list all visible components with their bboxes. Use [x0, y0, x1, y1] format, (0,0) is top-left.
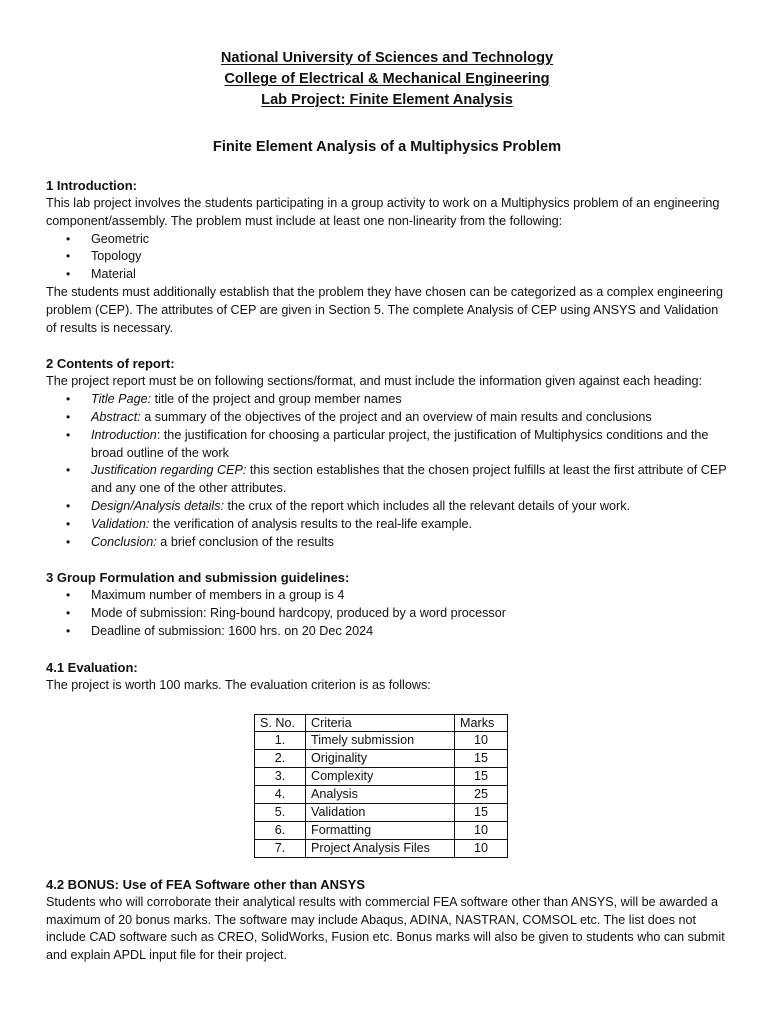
- section-heading: 4.1 Evaluation:: [46, 659, 138, 675]
- evaluation-table: [254, 714, 508, 858]
- table-header-row: [255, 714, 508, 732]
- list-item: • Geometric: [91, 231, 728, 249]
- cell-sno: 5.: [255, 804, 306, 822]
- table-row: [255, 786, 508, 804]
- table-row: [255, 839, 508, 857]
- paragraph: The project is worth 100 marks. The evaluation criterion is as follows:: [46, 677, 431, 692]
- bullet-icon: •: [66, 392, 71, 407]
- bullet-icon: •: [66, 623, 71, 638]
- document-header: [46, 48, 728, 111]
- section-evaluation: [46, 659, 728, 858]
- list-item: • Material: [91, 266, 728, 284]
- list-item: • Design/Analysis details: the crux of the report which includes all the relevant details of your work.: [91, 498, 728, 516]
- list-item: • Validation: the verification of analysis results to the real-life example.: [91, 516, 728, 534]
- section-bonus: [46, 876, 728, 965]
- column-header-marks: Marks: [455, 714, 508, 732]
- paragraph: This lab project involves the students participating in a group activity to work on a Multiphysics problem of an engineering component/assembly. The problem must include at least one non-linearity from the following:: [46, 196, 720, 228]
- list-item: • Conclusion: a brief conclusion of the results: [91, 534, 728, 552]
- section-heading: 2 Contents of report:: [46, 356, 175, 372]
- cell-sno: 3.: [255, 768, 306, 786]
- item-term: Introduction: [91, 427, 157, 442]
- paragraph: The students must additionally establish that the problem they have chosen can be categorized as a complex engineering problem (CEP). The attributes of CEP are given in Section 5. The complete Analysis of CEP using ANSYS and Validation of results is necessary.: [46, 284, 723, 335]
- bullet-icon: •: [66, 534, 71, 549]
- item-term: Conclusion:: [91, 534, 157, 549]
- bullet-icon: •: [66, 231, 71, 246]
- list-item: • Mode of submission: Ring-bound hardcopy, produced by a word processor: [91, 605, 728, 623]
- table-row: [255, 750, 508, 768]
- college-name: College of Electrical & Mechanical Engineering: [224, 71, 550, 87]
- bullet-icon: •: [66, 516, 71, 531]
- cell-criteria: Timely submission: [306, 732, 455, 750]
- cell-marks: 25: [455, 786, 508, 804]
- item-term: Abstract:: [91, 409, 141, 424]
- paragraph: Students who will corroborate their analytical results with commercial FEA software other than ANSYS, will be awarded a maximum of 20 bonus marks. The software may include Abaqus, ADINA, NASTRAN, COMSOL etc. The list does not include CAD software such as CREO, SolidWorks, Fusion etc. Bonus marks will also be given to students who can submit and explain APDL input file for their project.: [46, 894, 725, 963]
- list-item: • Justification regarding CEP: this section establishes that the chosen project fulfills at least the first attribute of CEP and any one of the other attributes.: [66, 463, 727, 496]
- table-row: [255, 804, 508, 822]
- bullet-icon: •: [66, 588, 71, 603]
- bullet-list: [46, 587, 728, 640]
- cell-criteria: Originality: [306, 750, 455, 768]
- cell-sno: 1.: [255, 732, 306, 750]
- cell-criteria: Formatting: [306, 821, 455, 839]
- item-term: Validation:: [91, 516, 150, 531]
- item-term: Justification regarding CEP:: [91, 463, 247, 478]
- table-row: [255, 821, 508, 839]
- list-item: • Maximum number of members in a group is 4: [91, 587, 728, 605]
- cell-marks: 10: [455, 839, 508, 857]
- bullet-icon: •: [66, 606, 71, 621]
- cell-criteria: Validation: [306, 804, 455, 822]
- university-name: National University of Sciences and Technology: [220, 50, 554, 66]
- cell-marks: 15: [455, 768, 508, 786]
- project-label: Lab Project: Finite Element Analysis: [261, 92, 513, 108]
- table-row: [255, 768, 508, 786]
- bullet-list: [46, 391, 728, 551]
- evaluation-table-wrapper: [254, 714, 728, 858]
- cell-sno: 4.: [255, 786, 306, 804]
- column-header-criteria: Criteria: [306, 714, 455, 732]
- cell-criteria: Complexity: [306, 768, 455, 786]
- cell-sno: 6.: [255, 821, 306, 839]
- section-group-formulation: [46, 569, 728, 640]
- section-contents: [46, 355, 728, 551]
- item-term: Design/Analysis details:: [91, 498, 224, 513]
- bullet-icon: •: [66, 463, 71, 478]
- list-item: • Topology: [91, 248, 728, 266]
- document-title: Finite Element Analysis of a Multiphysics Problem: [212, 139, 562, 155]
- section-heading: 4.2 BONUS: Use of FEA Software other than ANSYS: [46, 876, 366, 892]
- cell-sno: 7.: [255, 839, 306, 857]
- bullet-list: [46, 231, 728, 284]
- item-term: Title Page:: [91, 392, 152, 407]
- list-item: • Abstract: a summary of the objectives of the project and an overview of main results and conclusions: [91, 409, 728, 427]
- bullet-icon: •: [66, 249, 71, 264]
- cell-sno: 2.: [255, 750, 306, 768]
- section-heading: 1 Introduction:: [46, 178, 137, 193]
- cell-criteria: Project Analysis Files: [306, 839, 455, 857]
- section-introduction: [46, 177, 728, 337]
- table-row: [255, 732, 508, 750]
- cell-marks: 15: [455, 750, 508, 768]
- cell-marks: 10: [455, 732, 508, 750]
- list-item: • Introduction: the justification for choosing a particular project, the justification of Multiphysics conditions and the broad outline of the work: [66, 427, 709, 460]
- cell-criteria: Analysis: [306, 786, 455, 804]
- list-item: • Deadline of submission: 1600 hrs. on 20 Dec 2024: [91, 623, 728, 641]
- paragraph: The project report must be on following sections/format, and must include the information given against each heading:: [46, 374, 702, 389]
- list-item: • Title Page: title of the project and group member names: [91, 391, 728, 409]
- column-header-sno: S. No.: [255, 714, 306, 732]
- cell-marks: 15: [455, 804, 508, 822]
- bullet-icon: •: [66, 409, 71, 424]
- bullet-icon: •: [66, 498, 71, 513]
- bullet-icon: •: [66, 267, 71, 282]
- section-heading: 3 Group Formulation and submission guidelines:: [46, 570, 350, 586]
- cell-marks: 10: [455, 821, 508, 839]
- bullet-icon: •: [66, 427, 71, 442]
